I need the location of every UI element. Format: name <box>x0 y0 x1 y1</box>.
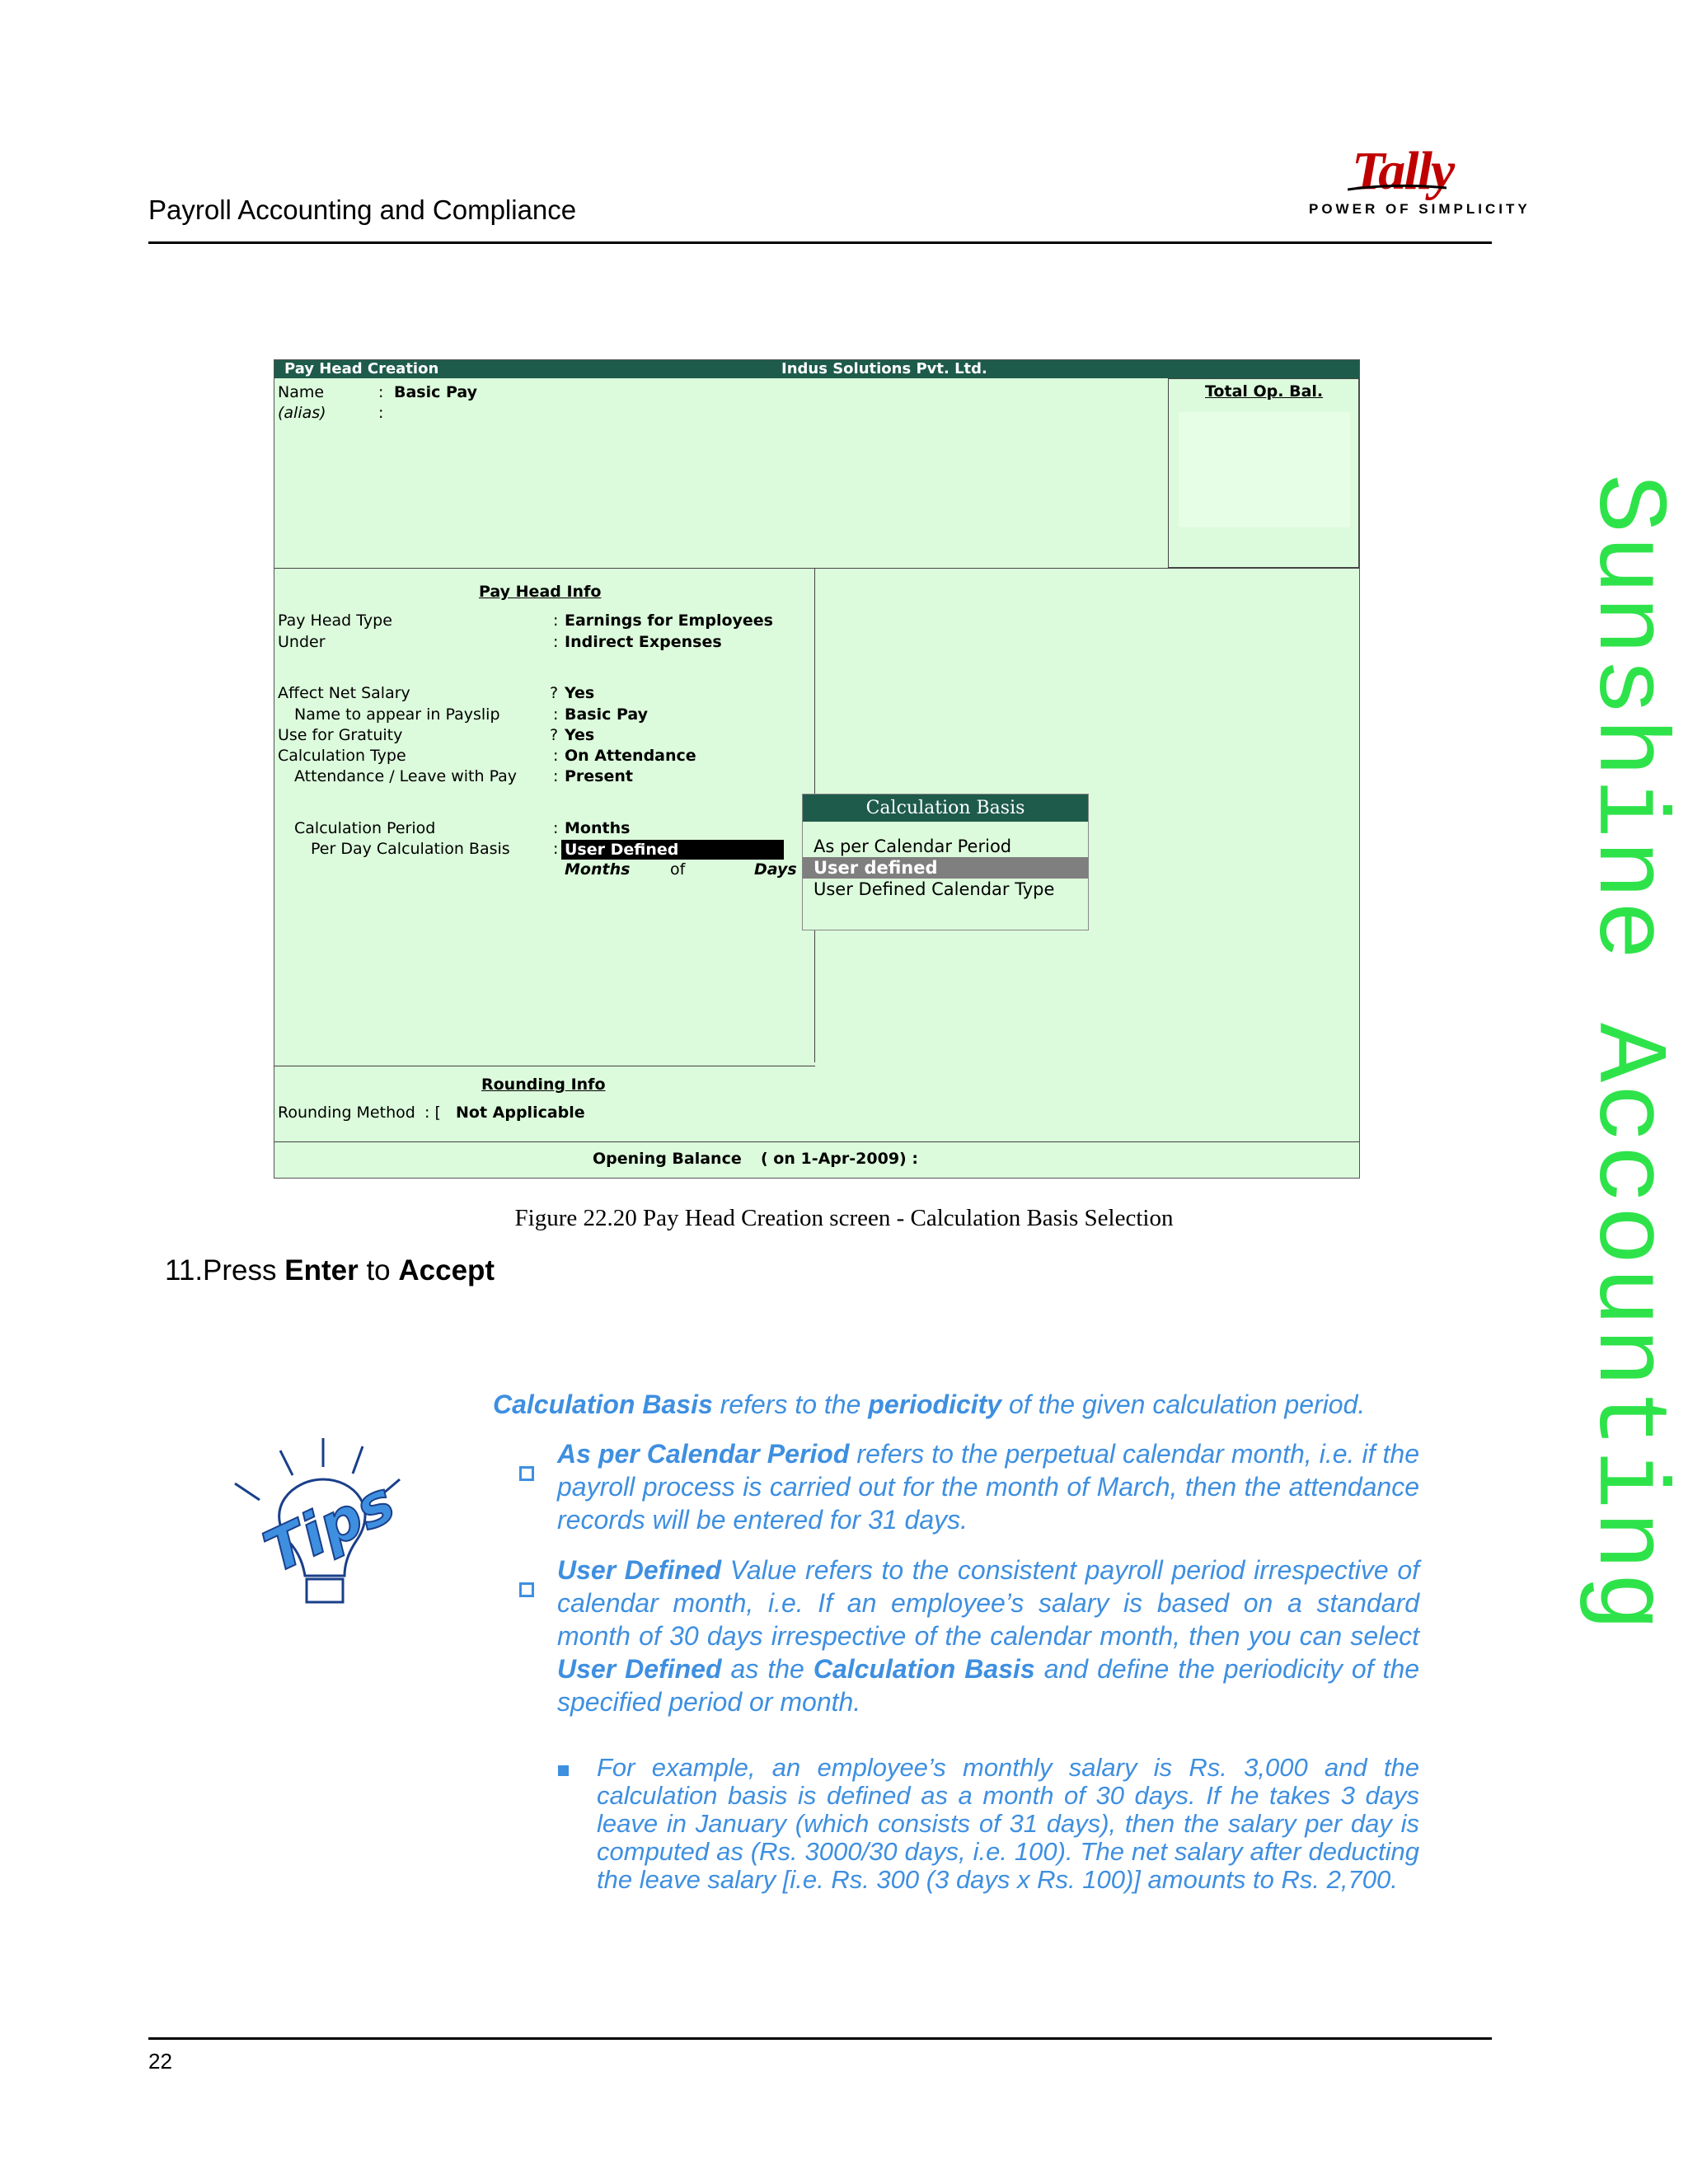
alias-label: (alias) <box>278 404 326 422</box>
total-op-bal-area <box>1179 412 1350 527</box>
of-label: of <box>670 860 686 879</box>
step-instruction <box>165 1254 495 1287</box>
footer-rule <box>148 2037 1492 2040</box>
popup-title: Calculation Basis <box>803 794 1088 822</box>
field-label: Name to appear in Payslip <box>294 705 500 724</box>
opening-divider <box>274 1141 1359 1142</box>
field-label: Per Day Calculation Basis <box>311 840 510 858</box>
field-sep: : <box>553 767 559 785</box>
field-value[interactable]: Basic Pay <box>565 705 649 724</box>
rounding-sep: : [ <box>424 1104 441 1122</box>
rounding-info-title: Rounding Info <box>481 1076 606 1094</box>
watermark: Sunshine Accounting <box>1570 474 1682 1633</box>
header-rule <box>148 241 1492 244</box>
popup-option[interactable]: User Defined Calendar Type <box>814 879 1055 899</box>
header-title: Payroll Accounting and Compliance <box>148 194 577 225</box>
opening-balance-label: Opening Balance <box>593 1150 742 1168</box>
field-value[interactable]: Yes <box>565 726 595 744</box>
per-day-basis-input[interactable]: User Defined <box>561 840 784 860</box>
company-name: Indus Solutions Pvt. Ltd. <box>781 360 987 377</box>
opening-balance-date: ( on 1-Apr-2009) : <box>761 1150 918 1168</box>
field-sep: : <box>553 705 559 724</box>
tips-text: refers to the perpetual calendar month, i.e. if the payroll process is carried out for the month of March, then the attendance records will be entered for 31 days. <box>557 1439 1419 1535</box>
tips-item-calendar <box>557 1437 1419 1536</box>
tips-term: User Defined <box>557 1555 722 1585</box>
total-op-bal-panel <box>1168 378 1359 568</box>
popup-option-selected[interactable]: User defined <box>803 857 1088 879</box>
step-mid: to <box>358 1254 399 1286</box>
tips-text: of the given calculation period. <box>1001 1390 1366 1419</box>
tips-example <box>597 1754 1419 1894</box>
field-value[interactable]: Months <box>565 819 631 837</box>
page-number: 22 <box>148 2049 172 2074</box>
months-label: Months <box>565 860 631 879</box>
rounding-method-label: Rounding Method <box>278 1104 415 1122</box>
name-value[interactable]: Basic Pay <box>394 383 478 401</box>
tally-logo <box>1302 140 1531 223</box>
tips-item-user-defined <box>557 1554 1419 1718</box>
name-label: Name <box>278 383 325 401</box>
field-label: Calculation Type <box>278 747 406 765</box>
field-value[interactable]: Indirect Expenses <box>565 633 722 651</box>
tips-intro <box>493 1388 1416 1421</box>
pay-head-info-title: Pay Head Info <box>479 583 602 601</box>
field-sep: : <box>553 633 559 651</box>
name-sep: : <box>378 383 384 401</box>
field-label: Under <box>278 633 326 651</box>
field-label: Attendance / Leave with Pay <box>294 767 518 785</box>
field-value[interactable]: Yes <box>565 684 595 702</box>
field-sep: : <box>553 819 559 837</box>
field-value[interactable]: On Attendance <box>565 747 696 765</box>
field-label: Use for Gratuity <box>278 726 403 744</box>
field-sep: : <box>553 840 559 858</box>
field-sep: : <box>553 612 559 630</box>
alias-sep: : <box>378 404 384 422</box>
popup-option[interactable]: As per Calendar Period <box>814 837 1012 856</box>
screen-titlebar <box>274 360 1359 378</box>
field-label: Affect Net Salary <box>278 684 410 702</box>
days-label: Days <box>754 860 797 879</box>
figure-caption: Figure 22.20 Pay Head Creation screen - Calculation Basis Selection <box>514 1205 1174 1231</box>
step-prefix: 11.Press <box>165 1254 285 1286</box>
square-bullet-icon <box>519 1466 534 1481</box>
tips-text: Value refers to the consistent payroll period irrespective of calendar month, i.e. If an employee’s salary is based on a standard month of 30 days irrespective of the calendar month, then you can select <box>557 1555 1420 1651</box>
step-action: Accept <box>398 1254 495 1286</box>
section-divider <box>274 568 1359 569</box>
tips-lightbulb-icon <box>231 1434 412 1632</box>
field-label: Calculation Period <box>294 819 436 837</box>
logo-swoosh-icon <box>1348 183 1447 191</box>
tips-example-text: For example, an employee’s monthly salary is Rs. 3,000 and the calculation basis is defined as a month of 30 days. If he takes 3 days leave in January (which consists of 31 days), then the salary per day is computed as (Rs. 3000/30 days, i.e. 100). The net salary after deducting the leave salary [i.e. Rs. 300 (3 days x Rs. 100)] amounts to Rs. 2,700. <box>597 1753 1419 1894</box>
field-value[interactable]: Earnings for Employees <box>565 612 773 630</box>
filled-bullet-icon <box>558 1765 569 1776</box>
calculation-basis-popup <box>802 794 1089 930</box>
tips-text: and define the periodicity of the specified period or month. <box>557 1654 1420 1717</box>
total-op-bal-label: Total Op. Bal. <box>1205 382 1324 401</box>
tips-term: Calculation Basis <box>813 1654 1035 1684</box>
rounding-method-value[interactable]: Not Applicable <box>456 1104 585 1122</box>
pay-head-info-panel <box>274 568 815 1062</box>
tips-term: As per Calendar Period <box>557 1439 850 1469</box>
logo-tagline: POWER OF SIMPLICITY <box>1309 201 1531 217</box>
logo-wordmark: Tally <box>1352 141 1454 201</box>
tips-text: refers to the <box>712 1390 869 1419</box>
field-value[interactable]: Present <box>565 767 633 785</box>
field-sep: : <box>553 747 559 765</box>
field-sep: ? <box>550 684 559 702</box>
tips-icon-text: Tips <box>254 1468 405 1586</box>
screen-title: Pay Head Creation <box>284 360 439 377</box>
square-bullet-icon <box>519 1582 534 1597</box>
field-sep: ? <box>550 726 559 744</box>
tips-term: periodicity <box>868 1390 1002 1419</box>
tips-text: as the <box>721 1654 814 1684</box>
step-key: Enter <box>284 1254 359 1286</box>
tips-term: User Defined <box>557 1654 722 1684</box>
tips-term: Calculation Basis <box>493 1390 713 1419</box>
pay-head-creation-screen <box>274 359 1360 1179</box>
field-label: Pay Head Type <box>278 612 392 630</box>
